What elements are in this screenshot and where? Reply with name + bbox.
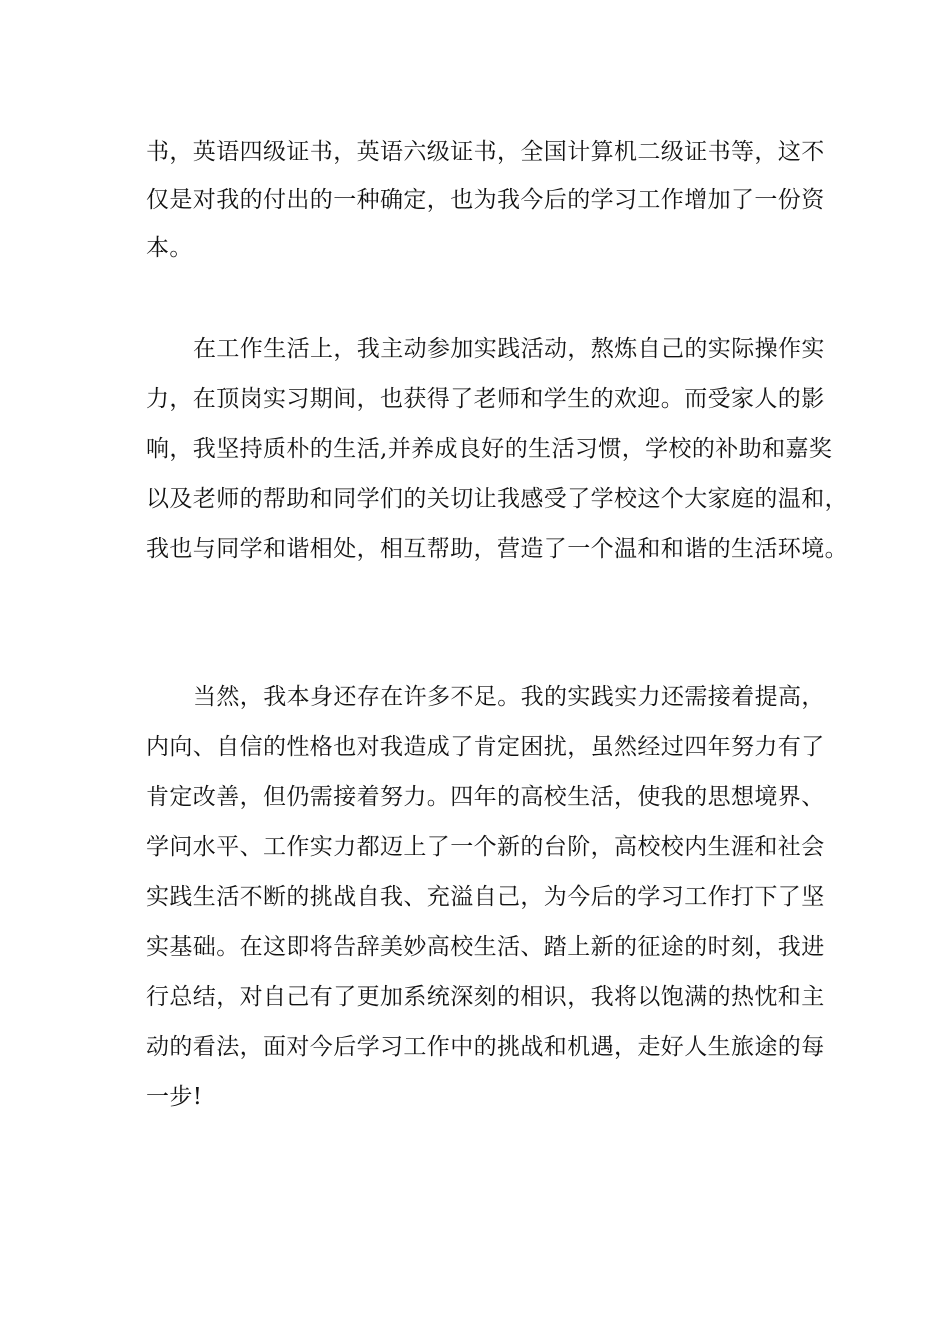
paragraph-line: 力，在顶岗实习期间，也获得了老师和学生的欢迎。而受家人的影 <box>146 386 825 412</box>
paragraph-line: 书，英语四级证书，英语六级证书，全国计算机二级证书等，这不 <box>146 139 825 165</box>
paragraph-line: 动的看法，面对今后学习工作中的挑战和机遇，走好人生旅途的每 <box>146 1034 825 1060</box>
paragraph-line: 仅是对我的付出的一种确定，也为我今后的学习工作增加了一份资 <box>146 187 825 213</box>
paragraph-line: 以及老师的帮助和同学们的关切让我感受了学校这个大家庭的温和， <box>146 486 848 512</box>
paragraph-line: 在工作生活上，我主动参加实践活动，熬炼自己的实际操作实 <box>193 336 825 362</box>
paragraph-line: 学问水平、工作实力都迈上了一个新的台阶，高校校内生涯和社会 <box>146 834 825 860</box>
paragraph-line: 行总结，对自己有了更加系统深刻的相识，我将以饱满的热忱和主 <box>146 984 825 1010</box>
paragraph-line: 内向、自信的性格也对我造成了肯定困扰，虽然经过四年努力有了 <box>146 734 825 760</box>
paragraph-line: 响，我坚持质朴的生活,并养成良好的生活习惯，学校的补助和嘉奖 <box>146 436 833 462</box>
paragraph-line: 当然，我本身还存在许多不足。我的实践实力还需接着提高， <box>193 684 825 710</box>
paragraph-line: 实践生活不断的挑战自我、充溢自己，为今后的学习工作打下了坚 <box>146 884 825 910</box>
paragraph-line: 我也与同学和谐相处，相互帮助，营造了一个温和和谐的生活环境。 <box>146 536 848 562</box>
paragraph-line: 实基础。在这即将告辞美妙高校生活、踏上新的征途的时刻，我进 <box>146 934 825 960</box>
paragraph-line: 一步! <box>146 1084 203 1110</box>
paragraph-line: 肯定改善，但仍需接着努力。四年的高校生活，使我的思想境界、 <box>146 784 825 810</box>
paragraph-line: 本。 <box>146 235 193 261</box>
